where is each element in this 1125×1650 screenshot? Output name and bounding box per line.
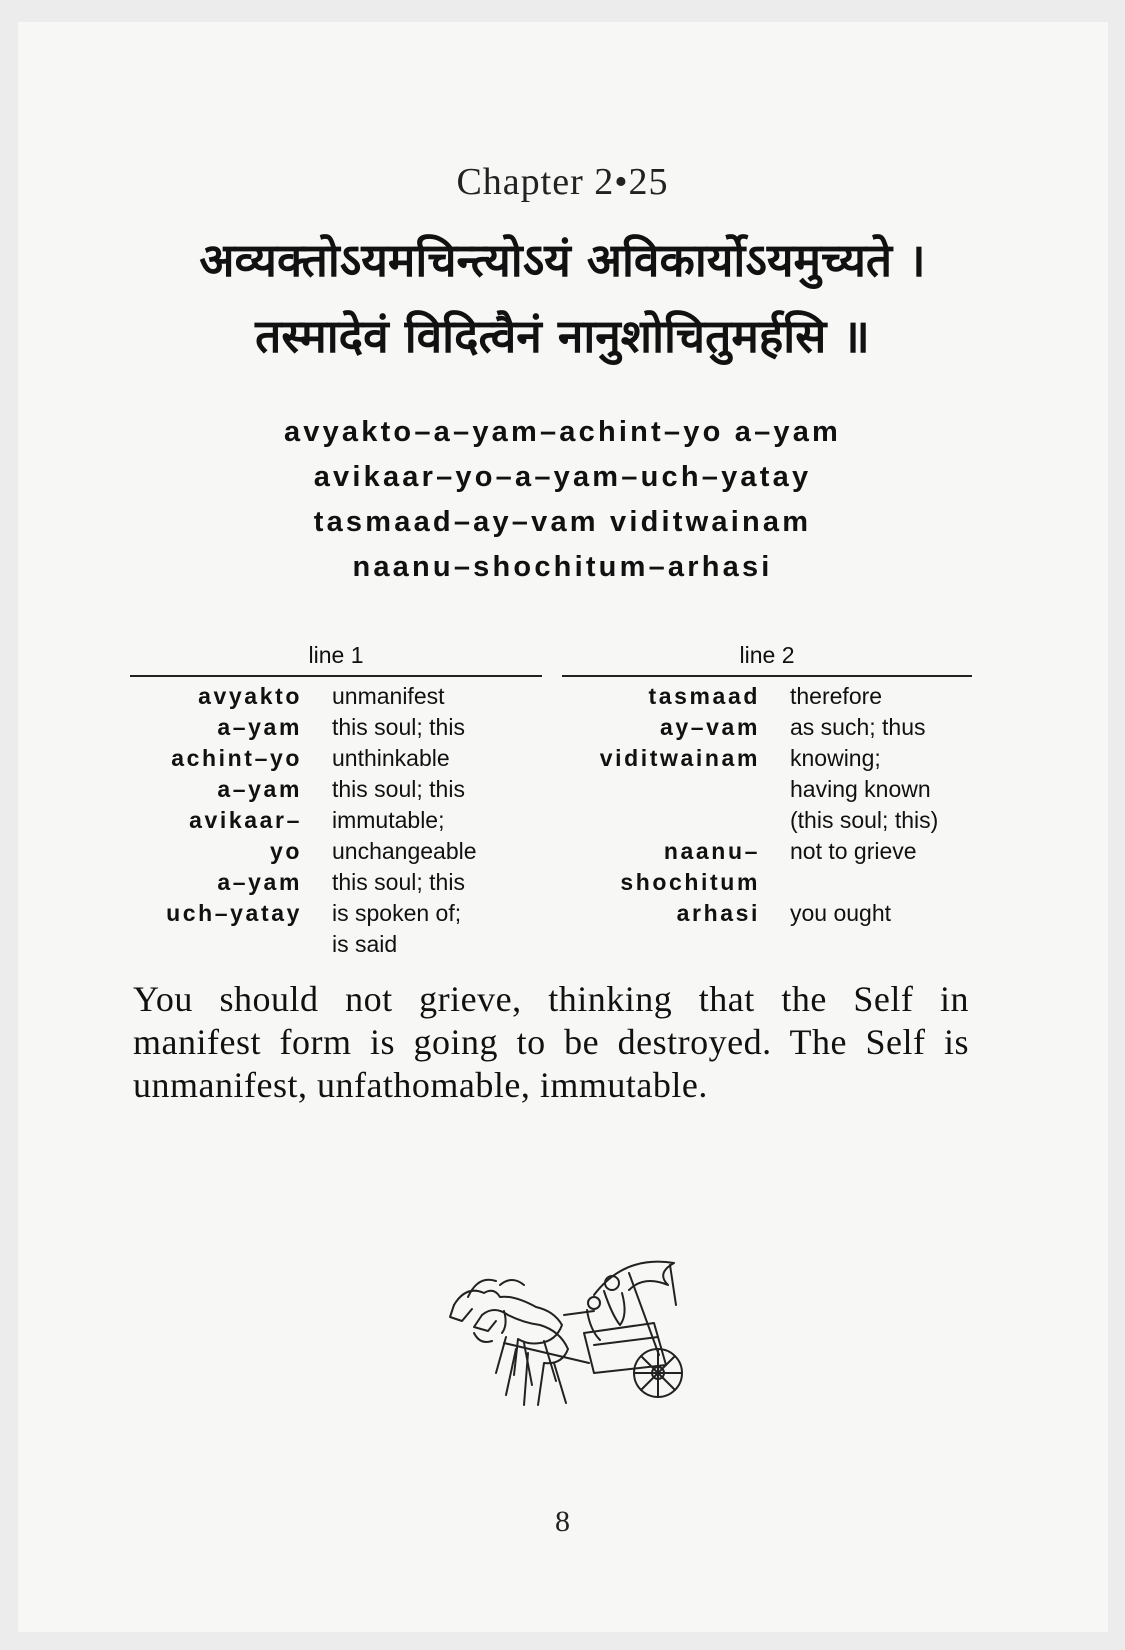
- gloss-meaning: [790, 867, 972, 898]
- gloss-row: [130, 836, 542, 867]
- gloss-row: [130, 929, 542, 960]
- gloss-term: [562, 774, 790, 805]
- gloss-meaning: you ought: [790, 900, 892, 926]
- chapter-heading: Chapter 2•25: [456, 161, 669, 203]
- gloss-meaning: having known: [790, 776, 931, 802]
- gloss-row: [562, 774, 972, 805]
- transliteration-line: tasmaad–ay–vam viditwainam: [313, 506, 812, 538]
- gloss-term: avikaar–: [189, 807, 302, 833]
- gloss-row: [130, 712, 542, 743]
- gloss-meaning: this soul; this: [332, 776, 465, 802]
- gloss-meaning: (this soul; this): [790, 807, 939, 833]
- gloss-term: naanu–: [663, 838, 760, 864]
- sanskrit-verse-line-1: अव्यक्तोऽयमचिन्त्योऽयं अविकार्योऽयमुच्यते ।: [199, 233, 926, 287]
- gloss-meaning: immutable;: [332, 807, 445, 833]
- transliteration-line: avikaar–yo–a–yam–uch–yatay: [313, 461, 812, 493]
- gloss-table-line-2: [562, 642, 972, 929]
- sanskrit-verse-line-2: तस्मादेवं विदित्वैनं नानुशोचितुमर्हसि ॥: [255, 309, 870, 363]
- gloss-term: a–yam: [217, 714, 302, 740]
- gloss-term: [562, 805, 790, 836]
- gloss-meaning: knowing;: [790, 745, 881, 771]
- gloss-term: a–yam: [217, 869, 302, 895]
- transliteration-line: avyakto–a–yam–achint–yo a–yam: [283, 416, 842, 448]
- gloss-term: shochitum: [620, 869, 760, 895]
- gloss-row: [130, 743, 542, 774]
- gloss-term: uch–yatay: [166, 900, 302, 926]
- gloss-meaning: unthinkable: [332, 745, 450, 771]
- transliteration: [0, 410, 1125, 590]
- gloss-term: [130, 929, 332, 960]
- gloss-row: [562, 898, 972, 929]
- gloss-row: [130, 774, 542, 805]
- gloss-row: [130, 898, 542, 929]
- gloss-row: [562, 712, 972, 743]
- gloss-term: tasmaad: [648, 683, 760, 709]
- gloss-row: [562, 805, 972, 836]
- gloss-term: avyakto: [198, 683, 302, 709]
- gloss-row: [130, 867, 542, 898]
- gloss-meaning: therefore: [790, 683, 883, 709]
- page-number: 8: [555, 1505, 570, 1538]
- transliteration-line: naanu–shochitum–arhasi: [352, 551, 773, 583]
- gloss-heading: line 1: [130, 642, 542, 677]
- gloss-meaning: as such; thus: [790, 714, 926, 740]
- gloss-meaning: not to grieve: [790, 838, 917, 864]
- gloss-meaning: is said: [332, 931, 398, 957]
- gloss-heading: line 2: [562, 642, 972, 677]
- gloss-term: viditwainam: [599, 745, 760, 771]
- gloss-table-line-1: [130, 642, 542, 960]
- gloss-term: a–yam: [217, 776, 302, 802]
- verse-translation: You should not grieve, thinking that the Self in manifest form is going to be destroyed. The Self is unmanifest, unfathomable, immutable.: [133, 979, 969, 1105]
- gloss-term: yo: [269, 838, 302, 864]
- chariot-illustration-icon: [444, 1245, 714, 1445]
- gloss-row: [562, 681, 972, 712]
- gloss-meaning: unmanifest: [332, 683, 445, 709]
- gloss-row: [130, 805, 542, 836]
- gloss-row: [562, 836, 972, 867]
- gloss-meaning: unchangeable: [332, 838, 477, 864]
- gloss-meaning: this soul; this: [332, 714, 465, 740]
- gloss-term: ay–vam: [659, 714, 760, 740]
- gloss-row: [130, 681, 542, 712]
- gloss-meaning: is spoken of;: [332, 900, 462, 926]
- gloss-term: achint–yo: [171, 745, 302, 771]
- gloss-meaning: this soul; this: [332, 869, 465, 895]
- gloss-row: [562, 867, 972, 898]
- gloss-row: [562, 743, 972, 774]
- gloss-term: arhasi: [676, 900, 760, 926]
